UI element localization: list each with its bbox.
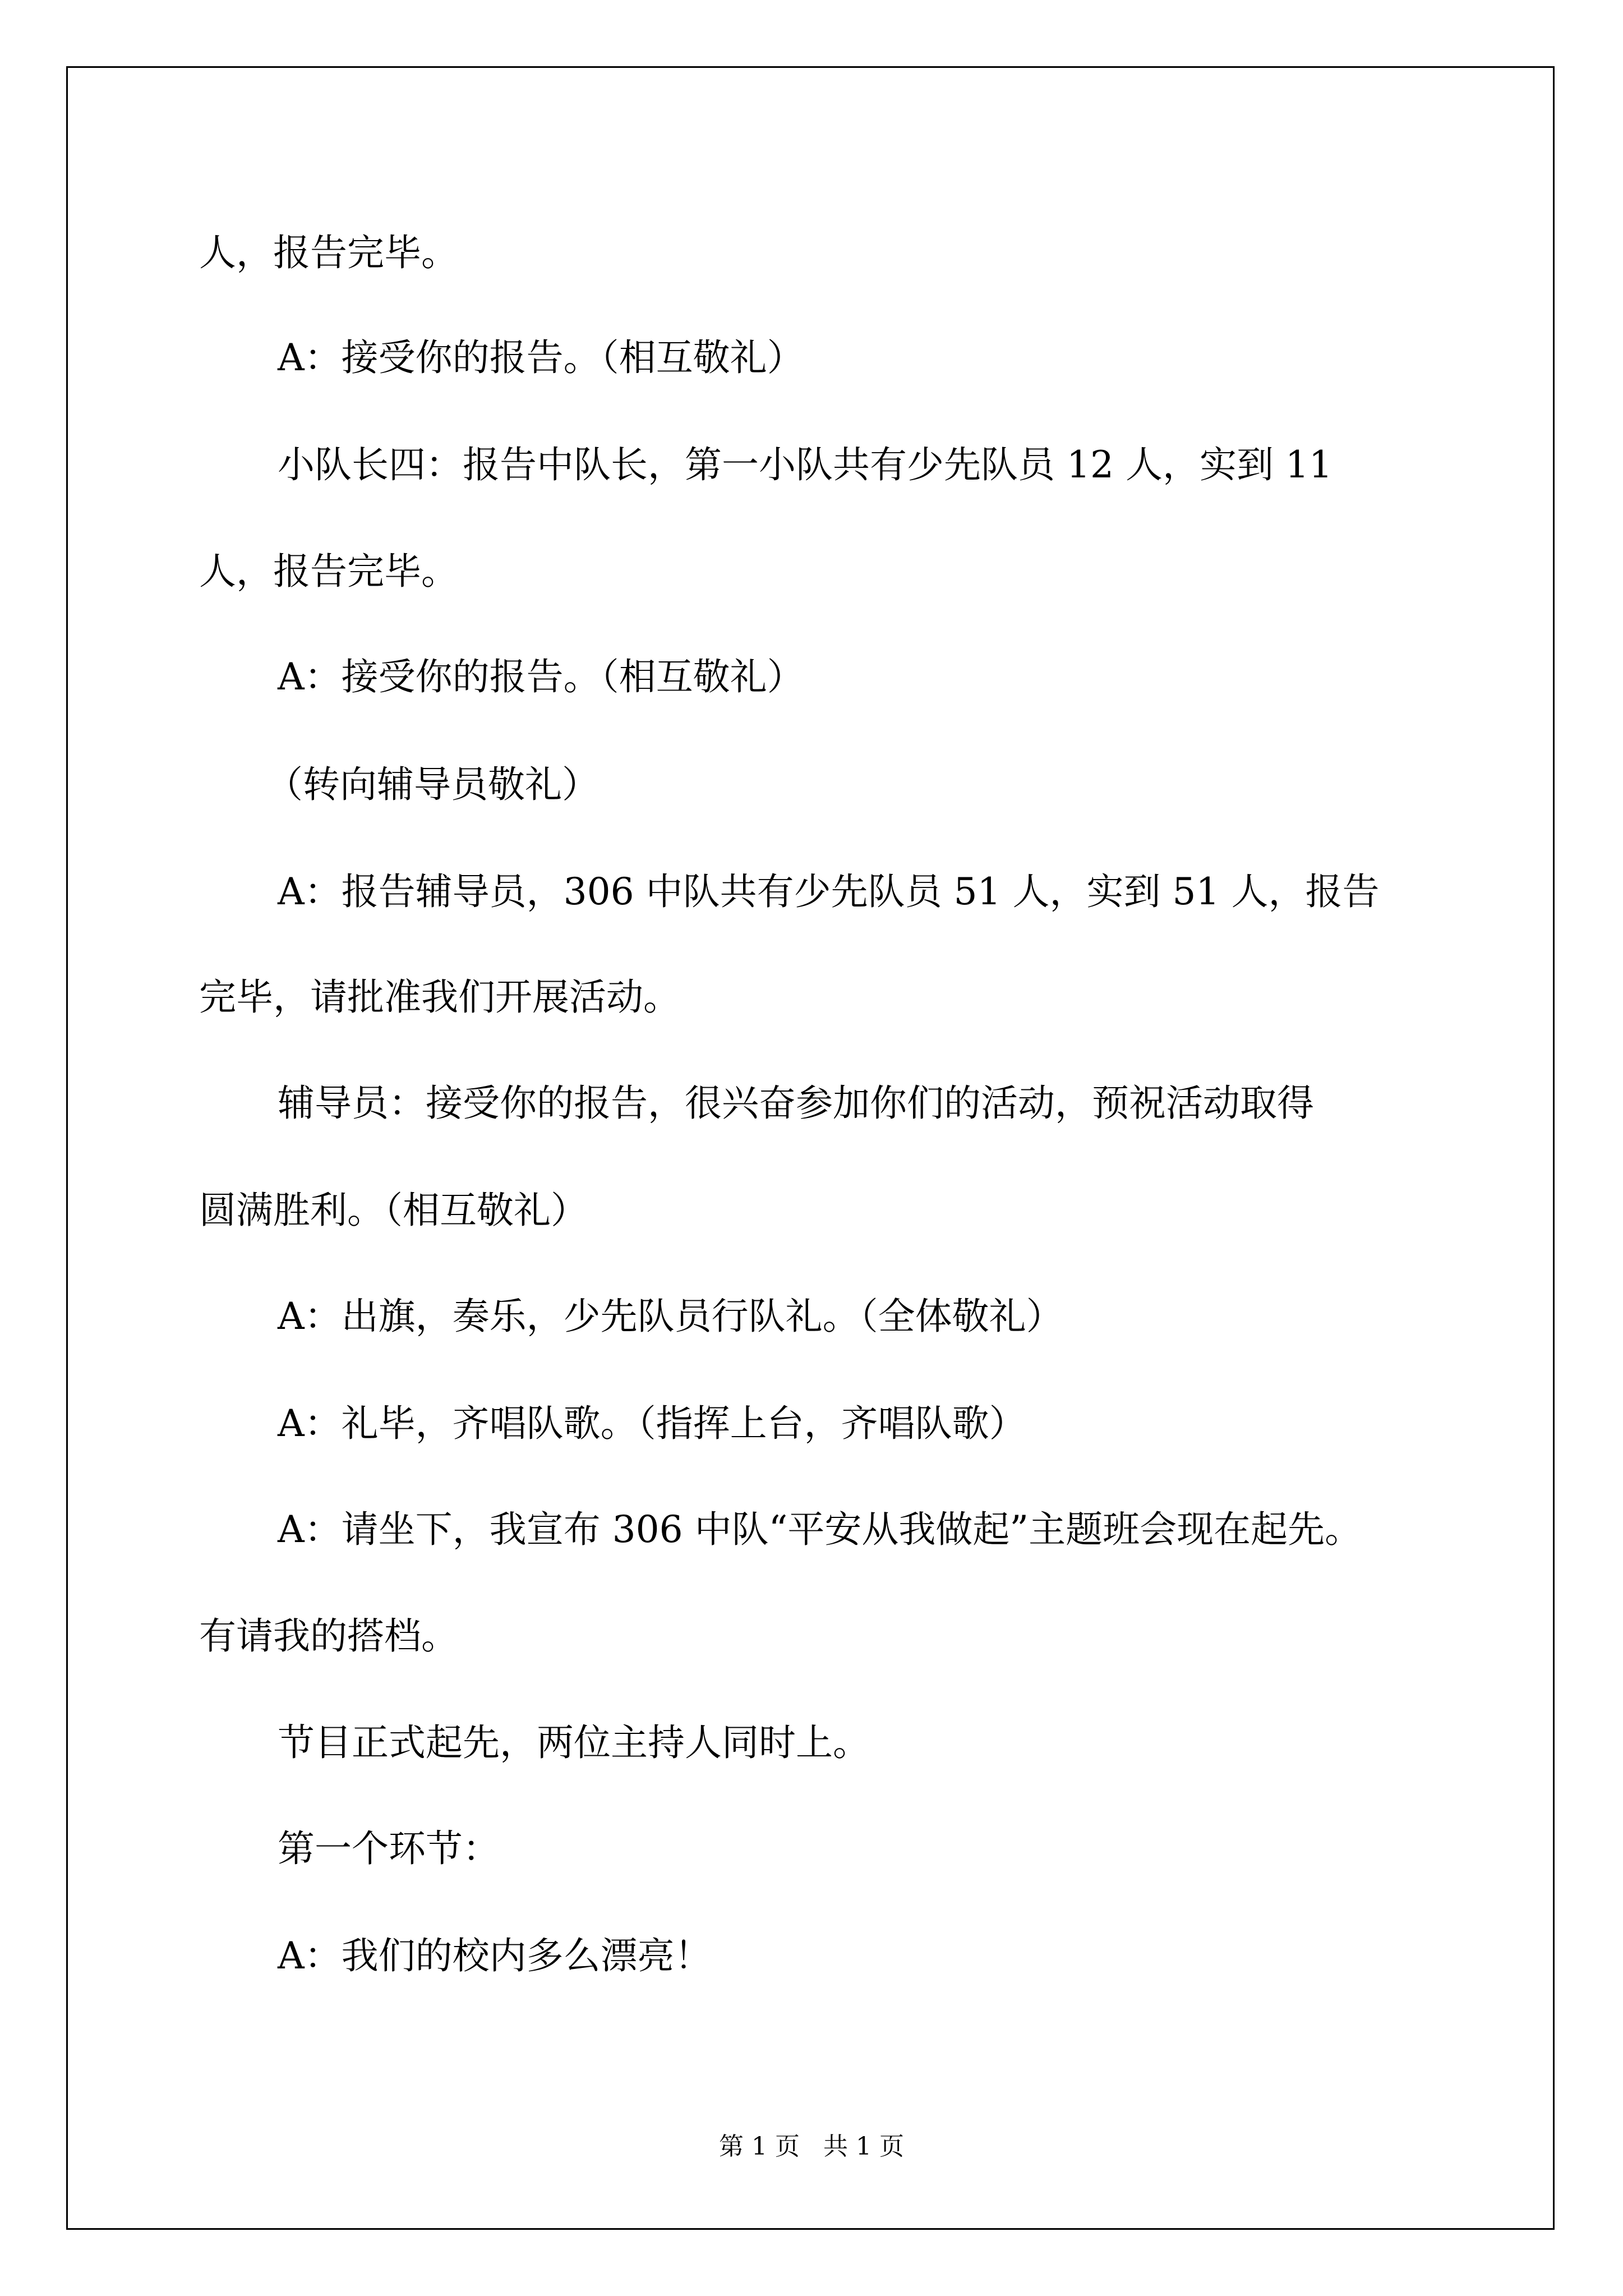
text-line: 人，报告完毕。 (199, 550, 458, 593)
text-line: 圆满胜利。（相互敬礼） (199, 1189, 588, 1232)
text-line: （转向辅导员敬礼） (266, 763, 599, 806)
text-line: 有请我的搭档。 (199, 1614, 458, 1658)
text-line: 小队长四：报告中队长，第一小队共有少先队员 12 人，实到 11 (278, 443, 1332, 486)
text-line: A：接受你的报告。（相互敬礼） (278, 336, 804, 379)
text-line: 第一个环节： (278, 1827, 500, 1870)
text-line: 人，报告完毕。 (199, 231, 458, 274)
page-number-footer: 第 1 页 共 1 页 (719, 2132, 904, 2161)
text-line: A：礼毕，齐唱队歌。（指挥上台，齐唱队歌） (278, 1402, 1026, 1445)
text-line: A：我们的校内多么漂亮！ (278, 1934, 712, 1977)
text-line: A：接受你的报告。（相互敬礼） (278, 655, 804, 698)
page-border (66, 66, 1555, 2230)
text-line: 完毕，请批准我们开展活动。 (199, 976, 680, 1019)
text-line: 辅导员：接受你的报告，很兴奋参加你们的活动，预祝活动取得 (278, 1082, 1314, 1125)
text-line: A：出旗，奏乐，少先队员行队礼。（全体敬礼） (278, 1295, 1063, 1338)
text-line: A：请坐下，我宣布 306 中队“平安从我做起”主题班会现在起先。 (278, 1508, 1362, 1551)
text-line: 节目正式起先，两位主持人同时上。 (278, 1721, 870, 1764)
text-line: A：报告辅导员，306 中队共有少先队员 51 人，实到 51 人，报告 (278, 870, 1380, 913)
